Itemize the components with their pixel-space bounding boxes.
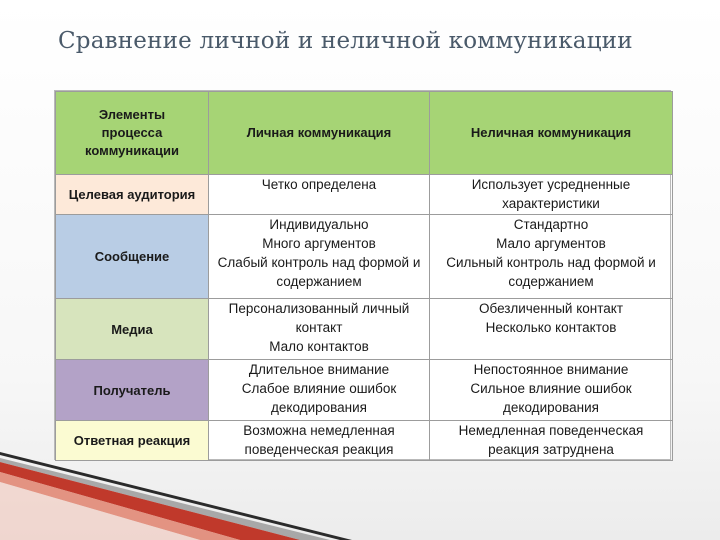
cell-line: Много аргументов [262, 236, 376, 251]
table-header-row [56, 92, 673, 175]
cell-impersonal [430, 299, 673, 360]
cell-line: поведенческая реакция [244, 442, 394, 457]
cell-line: Возможна немедленная [243, 423, 395, 438]
cell-line: Обезличенный контакт [479, 301, 623, 316]
cell-line: Использует усредненные [471, 177, 631, 192]
cell-personal [209, 175, 430, 215]
comparison-table [55, 91, 673, 461]
cell-line: Четко определена [261, 177, 377, 192]
cell-line: Немедленная поведенческая [458, 423, 644, 438]
cell-line: Слабый контроль над формой и [217, 255, 421, 270]
slide-title: Сравнение личной и неличной коммуникации [58, 28, 633, 54]
decorative-stripes [0, 440, 720, 540]
cell-line: содержанием [508, 274, 594, 289]
row-label-recipient: Получатель [56, 360, 209, 421]
cell-line: контакт [295, 320, 343, 335]
cell-impersonal [430, 175, 673, 215]
header-elements-line: коммуникации [85, 143, 179, 158]
cell-line: Сильное влияние ошибок [470, 381, 632, 396]
cell-personal [209, 299, 430, 360]
cell-line: Непостоянное внимание [473, 362, 629, 377]
header-impersonal: Неличная коммуникация [430, 92, 673, 175]
row-label-media: Медиа [56, 299, 209, 360]
row-label-message: Сообщение [56, 215, 209, 299]
cell-line: декодирования [503, 400, 599, 415]
cell-line: Стандартно [513, 217, 589, 232]
header-elements [56, 92, 209, 175]
cell-line: Индивидуально [269, 217, 369, 232]
cell-line: Длительное внимание [248, 362, 390, 377]
row-label-audience: Целевая аудитория [56, 175, 209, 215]
cell-line: Несколько контактов [485, 320, 617, 335]
cell-line: Персонализованный личный [228, 301, 410, 316]
cell-line: Сильный контроль над формой и [446, 255, 656, 270]
cell-line: Слабое влияние ошибок [241, 381, 397, 396]
cell-personal [209, 215, 430, 299]
table-row [56, 360, 673, 421]
cell-personal [209, 360, 430, 421]
comparison-table-container [54, 90, 671, 460]
cell-line: Мало аргументов [496, 236, 606, 251]
header-elements-line: процесса [101, 125, 163, 140]
table-row [56, 299, 673, 360]
header-personal: Личная коммуникация [209, 92, 430, 175]
cell-line: Мало контактов [269, 339, 369, 354]
cell-line: реакция затруднена [488, 442, 614, 457]
cell-impersonal [430, 215, 673, 299]
cell-line: содержанием [276, 274, 362, 289]
row-label-response: Ответная реакция [56, 421, 209, 461]
cell-impersonal [430, 360, 673, 421]
cell-line: характеристики [502, 196, 600, 211]
table-row [56, 215, 673, 299]
cell-line: декодирования [271, 400, 367, 415]
table-row [56, 175, 673, 215]
header-elements-line: Элементы [98, 107, 166, 122]
